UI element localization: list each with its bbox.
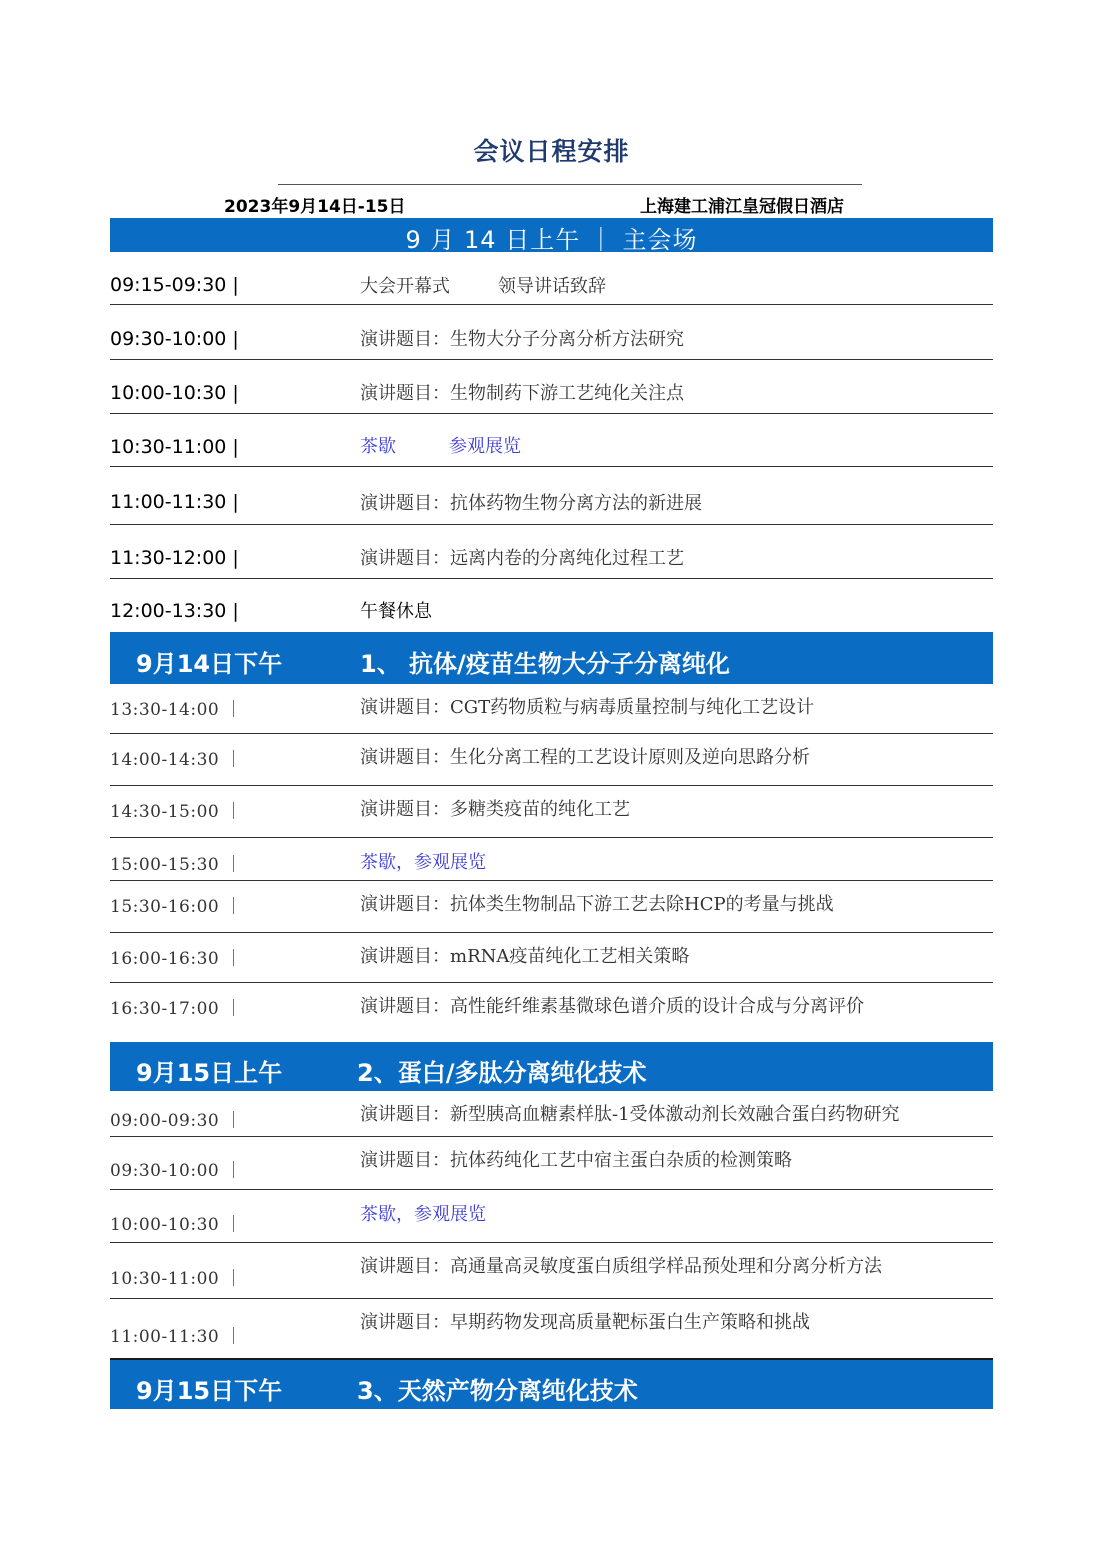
- row-time: 11:30-12:00 |: [110, 547, 239, 569]
- schedule-row: [110, 1146, 993, 1181]
- row-time: 10:00-10:30 ｜: [110, 1215, 243, 1235]
- schedule-row: [110, 794, 993, 824]
- row-time: 16:00-16:30 ｜: [110, 949, 243, 969]
- section-header-main-hall: [110, 218, 993, 252]
- row-topic: 演讲题目：高通量高灵敏度蛋白质组学样品预处理和分离分析方法: [360, 1256, 882, 1277]
- row-topic: 演讲题目：抗体药物生物分离方法的新进展: [360, 493, 702, 514]
- row-divider: [110, 982, 993, 983]
- schedule-row: [110, 544, 993, 576]
- schedule-row: [110, 889, 993, 919]
- row-divider: [110, 524, 993, 525]
- row-topic: 演讲题目：远离内卷的分离纯化过程工艺: [360, 548, 684, 569]
- row-divider: [110, 880, 993, 881]
- schedule-row: [110, 324, 993, 356]
- row-divider: [110, 359, 993, 360]
- row-topic: 茶歇: [360, 436, 396, 457]
- row-time: 15:30-16:00 ｜: [110, 897, 243, 917]
- row-topic: 茶歇，参观展览: [360, 1204, 486, 1225]
- row-topic: 演讲题目：多糖类疫苗的纯化工艺: [360, 799, 630, 820]
- schedule-row: [110, 1308, 993, 1347]
- row-time: 13:30-14:00 ｜: [110, 700, 243, 720]
- section-header-day: 9月15日上午: [136, 1059, 283, 1087]
- row-time: 16:30-17:00 ｜: [110, 999, 243, 1019]
- schedule-row: [110, 432, 993, 464]
- row-time: 14:00-14:30 ｜: [110, 750, 243, 770]
- row-divider: [110, 413, 993, 414]
- row-divider: [110, 466, 993, 467]
- row-time: 11:00-11:30 ｜: [110, 1327, 243, 1347]
- row-time: 10:30-11:00 ｜: [110, 1269, 243, 1289]
- schedule-row: [110, 941, 993, 971]
- row-divider: [110, 578, 993, 579]
- schedule-row: [110, 991, 993, 1021]
- row-time: 09:30-10:00 ｜: [110, 1161, 243, 1181]
- row-topic: 演讲题目：生物大分子分离分析方法研究: [360, 329, 684, 350]
- row-topic: 午餐休息: [360, 601, 432, 622]
- row-topic: 演讲题目：早期药物发现高质量靶标蛋白生产策略和挑战: [360, 1312, 810, 1333]
- row-topic: 演讲题目：抗体类生物制品下游工艺去除HCP的考量与挑战: [360, 894, 834, 915]
- row-topic: 大会开幕式: [360, 276, 450, 297]
- section-header-topic: 2、蛋白/多肽分离纯化技术: [357, 1059, 647, 1087]
- row-time: 15:00-15:30 ｜: [110, 855, 243, 875]
- row-divider: [110, 1242, 993, 1243]
- row-time: 12:00-13:30 |: [110, 600, 239, 622]
- row-topic: 茶歇，参观展览: [360, 852, 486, 873]
- section-header-day: 9月14日下午: [136, 650, 283, 678]
- schedule-row: [110, 597, 993, 629]
- section-header-track-1: [110, 632, 993, 684]
- row-time: 10:00-10:30 |: [110, 382, 239, 404]
- row-topic: 演讲题目：抗体药纯化工艺中宿主蛋白杂质的检测策略: [360, 1150, 792, 1171]
- event-venue: 上海建工浦江皇冠假日酒店: [640, 197, 844, 217]
- row-time: 11:00-11:30 |: [110, 491, 239, 513]
- title-underline: [278, 184, 862, 185]
- row-topic: 演讲题目：生物制药下游工艺纯化关注点: [360, 383, 684, 404]
- page-title: 会议日程安排: [473, 137, 630, 166]
- row-time: 09:15-09:30 |: [110, 274, 239, 296]
- schedule-row: [110, 742, 993, 772]
- row-topic: 演讲题目：生化分离工程的工艺设计原则及逆向思路分析: [360, 747, 810, 768]
- row-time: 09:30-10:00 |: [110, 328, 239, 350]
- row-topic: 演讲题目：高性能纤维素基微球色谱介质的设计合成与分离评价: [360, 996, 864, 1017]
- schedule-row: [110, 1252, 993, 1289]
- section-header-topic: 1、 抗体/疫苗生物大分子分离纯化: [360, 650, 730, 678]
- row-topic-secondary: 参观展览: [449, 436, 521, 457]
- section-header-label: 9 月 14 日上午 ｜ 主会场: [405, 226, 698, 254]
- schedule-row: [110, 270, 993, 302]
- schedule-row: [110, 692, 993, 722]
- event-date: 2023年9月14日-15日: [224, 197, 406, 217]
- row-time: 09:00-09:30 ｜: [110, 1111, 243, 1131]
- row-divider: [110, 304, 993, 305]
- row-divider: [110, 1298, 993, 1299]
- row-divider: [110, 1189, 993, 1190]
- row-time: 10:30-11:00 |: [110, 436, 239, 458]
- row-time: 14:30-15:00 ｜: [110, 802, 243, 822]
- row-divider: [110, 837, 993, 838]
- schedule-row: [110, 1100, 993, 1130]
- row-divider: [110, 1136, 993, 1137]
- schedule-row: [110, 1200, 993, 1235]
- schedule-row: [110, 378, 993, 410]
- schedule-row: [110, 487, 993, 519]
- row-divider: [110, 932, 993, 933]
- row-topic: 演讲题目：mRNA疫苗纯化工艺相关策略: [360, 946, 690, 967]
- row-topic-secondary: 领导讲话致辞: [498, 276, 606, 297]
- section-header-track-2: [110, 1042, 993, 1091]
- row-divider: [110, 733, 993, 734]
- row-topic: 演讲题目：CGT药物质粒与病毒质量控制与纯化工艺设计: [360, 697, 815, 718]
- section-header-day: 9月15日下午: [136, 1377, 283, 1405]
- section-header-topic: 3、天然产物分离纯化技术: [357, 1377, 638, 1405]
- section-header-track-3: [110, 1358, 993, 1409]
- row-topic: 演讲题目：新型胰高血糖素样肽-1受体激动剂长效融合蛋白药物研究: [360, 1104, 900, 1125]
- row-divider: [110, 785, 993, 786]
- schedule-row: [110, 847, 993, 877]
